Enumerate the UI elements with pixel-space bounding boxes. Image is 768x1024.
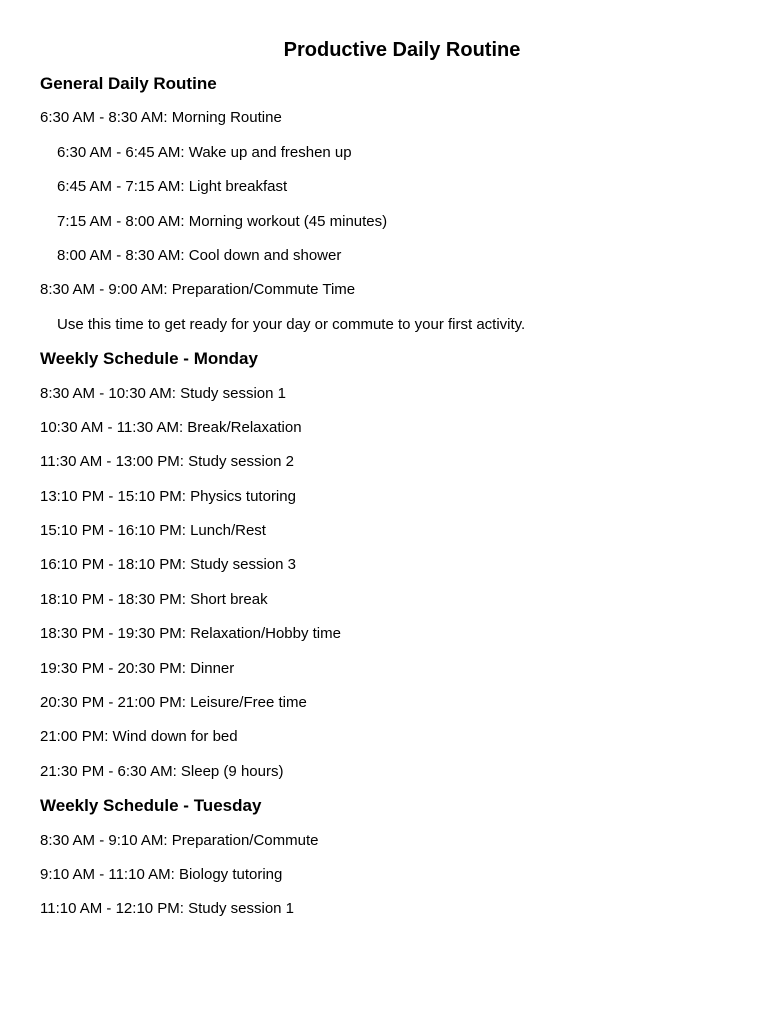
schedule-subitem: 8:00 AM - 8:30 AM: Cool down and shower (57, 246, 342, 264)
schedule-subitem: 7:15 AM - 8:00 AM: Morning workout (45 minutes) (57, 212, 388, 230)
schedule-subitem: 6:30 AM - 6:45 AM: Wake up and freshen up (57, 143, 352, 161)
schedule-item: 10:30 AM - 11:30 AM: Break/Relaxation (40, 418, 302, 436)
schedule-item: 20:30 PM - 21:00 PM: Leisure/Free time (40, 694, 307, 712)
document-body (40, 72, 740, 932)
schedule-item: 21:00 PM: Wind down for bed (40, 728, 238, 746)
section-heading-weekly-schedule-tuesday: Weekly Schedule - Tuesday (40, 796, 262, 816)
schedule-item: 18:30 PM - 19:30 PM: Relaxation/Hobby time (40, 625, 341, 643)
schedule-item: 6:30 AM - 8:30 AM: Morning Routine (40, 109, 282, 127)
schedule-item: 11:30 AM - 13:00 PM: Study session 2 (40, 453, 295, 471)
schedule-item: 19:30 PM - 20:30 PM: Dinner (40, 659, 235, 677)
section-heading-weekly-schedule-monday: Weekly Schedule - Monday (40, 349, 258, 369)
schedule-item: 9:10 AM - 11:10 AM: Biology tutoring (40, 865, 283, 883)
schedule-subitem: 6:45 AM - 7:15 AM: Light breakfast (57, 178, 288, 196)
schedule-item: 15:10 PM - 16:10 PM: Lunch/Rest (40, 522, 266, 540)
schedule-item: 21:30 PM - 6:30 AM: Sleep (9 hours) (40, 762, 284, 780)
schedule-item: 18:10 PM - 18:30 PM: Short break (40, 590, 268, 608)
schedule-item: 16:10 PM - 18:10 PM: Study session 3 (40, 556, 296, 574)
schedule-item: 8:30 AM - 9:00 AM: Preparation/Commute Time (40, 281, 356, 299)
schedule-item: 8:30 AM - 10:30 AM: Study session 1 (40, 384, 286, 402)
section-heading-general-daily-routine: General Daily Routine (40, 74, 217, 93)
document-title: Productive Daily Routine (283, 39, 521, 61)
schedule-item: 8:30 AM - 9:10 AM: Preparation/Commute (40, 831, 319, 849)
schedule-item: 13:10 PM - 15:10 PM: Physics tutoring (40, 487, 296, 505)
schedule-item: 11:10 AM - 12:10 PM: Study session 1 (40, 900, 295, 918)
schedule-subitem: Use this time to get ready for your day or commute to your first activity. (57, 315, 526, 333)
